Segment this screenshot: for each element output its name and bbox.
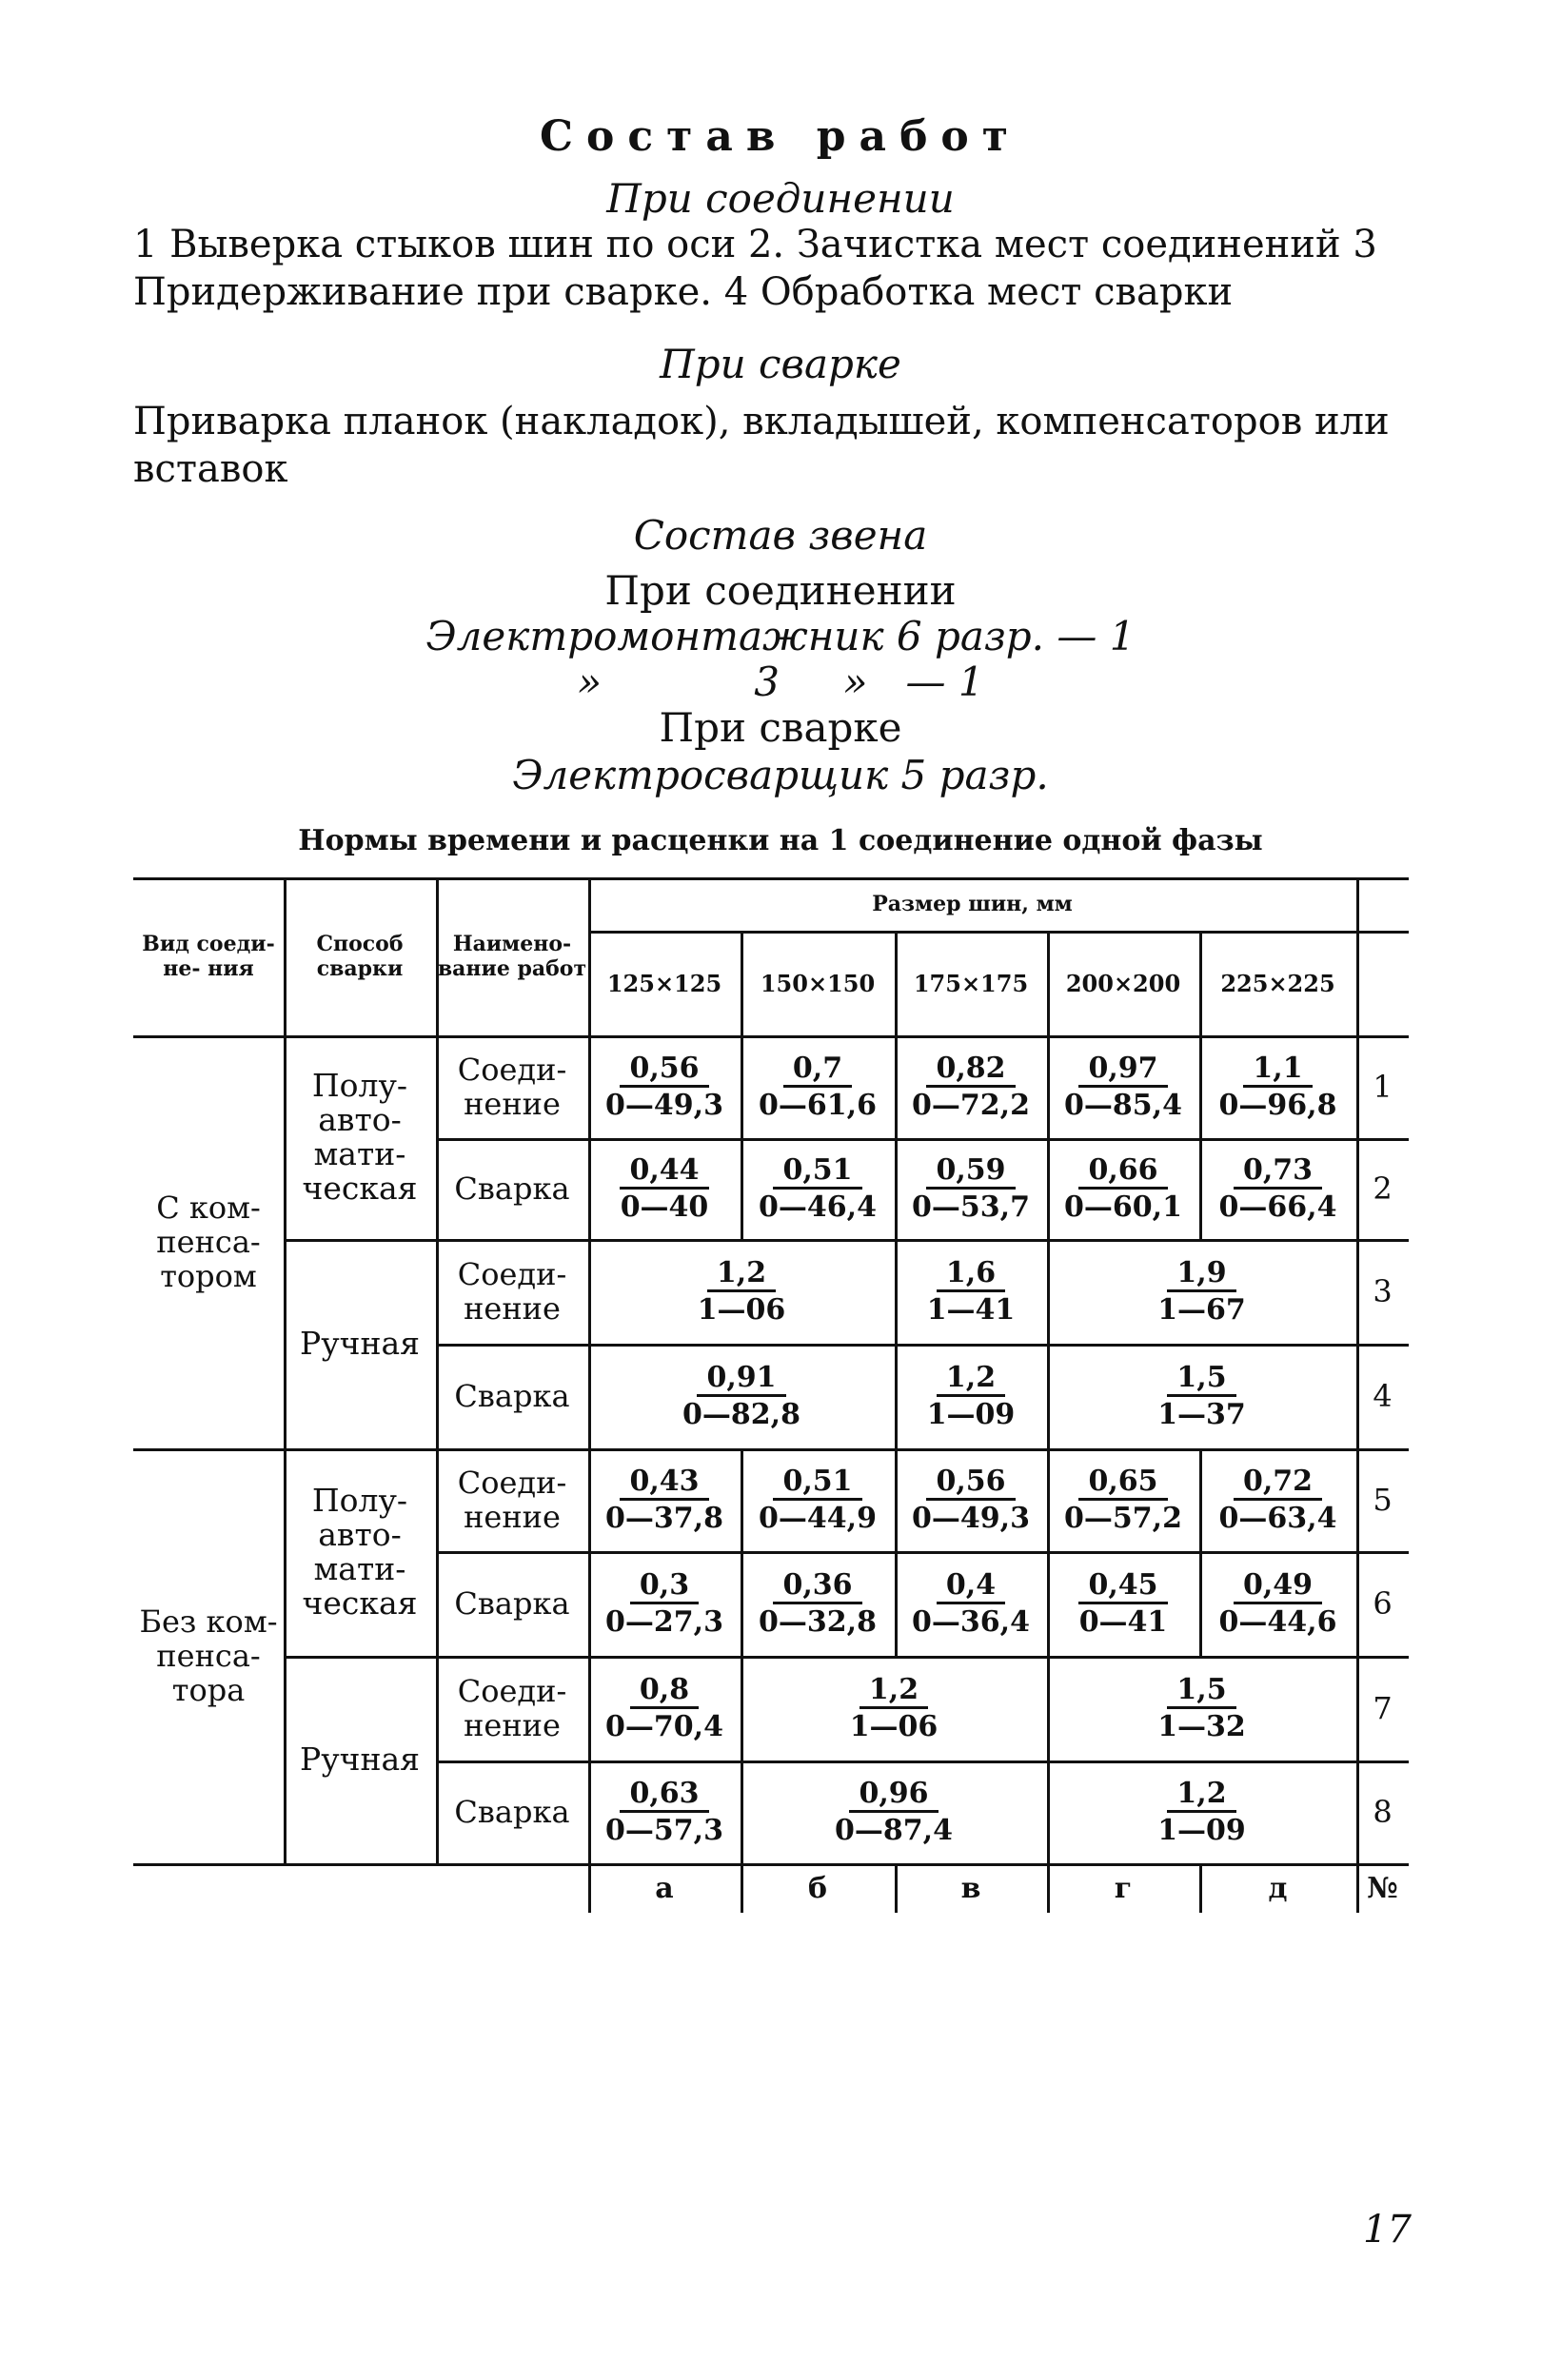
footer-column-label	[741, 1863, 895, 1913]
value-cell	[741, 1551, 895, 1656]
value-cell	[1199, 1448, 1356, 1551]
price-rate: 0—82,8	[682, 1397, 800, 1431]
row-number-text: 6	[1373, 1585, 1393, 1622]
work-name-cell-text: Сварка	[454, 1794, 570, 1830]
row-number-text: 1	[1373, 1069, 1393, 1105]
weld-method-cell	[284, 1035, 436, 1239]
crew-conn-label: При соединении	[604, 567, 957, 614]
welding-work-text: Приварка планок (накладок), вкладышей, компенсаторов или вставок	[133, 400, 1390, 491]
time-norm: 1,2	[707, 1257, 776, 1292]
header-bus-size-text: Размер шин, мм	[872, 892, 1073, 916]
value-cell	[895, 1448, 1047, 1551]
time-norm: 0,49	[1234, 1569, 1322, 1604]
price-rate: 0—57,2	[1064, 1501, 1182, 1535]
value-cell	[741, 1448, 895, 1551]
price-rate: 0—32,8	[759, 1604, 877, 1639]
footer-column-label-text: а	[655, 1871, 674, 1905]
time-norm: 0,66	[1078, 1154, 1167, 1190]
group-without-compensator	[133, 1448, 284, 1863]
price-rate: 0—85,4	[1064, 1088, 1182, 1122]
price-rate: 0—46,4	[759, 1190, 877, 1224]
price-rate: 0—41	[1078, 1604, 1168, 1639]
row-number	[1356, 1656, 1409, 1760]
fraction	[755, 1465, 880, 1535]
work-name-cell	[436, 1551, 588, 1656]
fraction	[846, 1674, 942, 1743]
fraction	[602, 1674, 727, 1743]
value-cell	[895, 1344, 1047, 1448]
time-norm: 0,36	[773, 1569, 861, 1604]
fraction	[694, 1257, 790, 1327]
row-number-text: 3	[1373, 1273, 1393, 1309]
row-number	[1356, 1344, 1409, 1448]
footer-column-label	[895, 1863, 1047, 1913]
connection-subtitle: При соединении	[606, 175, 955, 222]
value-cell	[1047, 1760, 1356, 1863]
row-number-text: 7	[1373, 1690, 1393, 1726]
time-norm: 0,56	[620, 1052, 708, 1088]
fraction	[755, 1154, 880, 1224]
time-norm: 0,3	[630, 1569, 699, 1604]
group-without-compensator-text: Без ком- пенса- тора	[139, 1603, 278, 1708]
value-cell	[895, 1138, 1047, 1239]
work-name-cell	[436, 1239, 588, 1344]
row-number	[1356, 1551, 1409, 1656]
crew-electrician-3: » 3 » — 1	[577, 659, 984, 705]
header-work-name-text: Наимено- вание работ	[437, 932, 587, 981]
fraction	[1076, 1569, 1172, 1639]
work-name-cell-text: Соеди- нение	[457, 1052, 567, 1122]
size-column-header-text: 175×175	[913, 969, 1029, 997]
value-cell	[588, 1138, 741, 1239]
value-cell	[588, 1760, 741, 1863]
size-column-header	[588, 931, 741, 1035]
size-column-header	[1199, 931, 1356, 1035]
fraction	[617, 1154, 713, 1224]
fraction	[602, 1465, 727, 1535]
price-rate: 0—53,7	[912, 1190, 1030, 1224]
price-rate: 1—09	[1157, 1813, 1246, 1847]
value-cell	[1047, 1239, 1356, 1344]
price-rate: 0—44,9	[759, 1501, 877, 1535]
section-heading: Состав работ	[539, 112, 1022, 161]
table-title: Нормы времени и расценки на 1 соединение одной фазы	[298, 824, 1263, 857]
header-work-name	[436, 877, 588, 1035]
value-cell	[588, 1448, 741, 1551]
time-norm: 0,59	[926, 1154, 1015, 1190]
welding-subtitle: При сварке	[660, 341, 901, 387]
weld-method-cell-text: Ручная	[300, 1741, 420, 1778]
time-norm: 0,82	[926, 1052, 1015, 1088]
time-norm: 1,5	[1167, 1362, 1235, 1397]
value-cell	[741, 1138, 895, 1239]
fraction	[1215, 1154, 1341, 1224]
time-norm: 0,8	[630, 1674, 699, 1709]
fraction	[908, 1154, 1034, 1224]
footer-column-label	[1356, 1863, 1409, 1913]
footer-column-label-text: д	[1268, 1871, 1288, 1905]
price-rate: 1—06	[849, 1709, 939, 1743]
fraction	[1060, 1154, 1186, 1224]
header-weld-method	[284, 877, 436, 1035]
price-rate: 0—36,4	[912, 1604, 1030, 1639]
price-rate: 0—37,8	[605, 1501, 723, 1535]
value-cell	[1047, 1344, 1356, 1448]
value-cell	[741, 1760, 1047, 1863]
size-column-header	[741, 931, 895, 1035]
page-number: 17	[1363, 2208, 1412, 2252]
size-column-header-text: 125×125	[606, 969, 722, 997]
footer-column-label-text: в	[960, 1871, 981, 1905]
value-cell	[895, 1551, 1047, 1656]
weld-method-cell-text: Полу- авто- мати- ческая	[302, 1482, 418, 1622]
time-norm: 0,91	[697, 1362, 785, 1397]
row-number	[1356, 1035, 1409, 1138]
row-number	[1356, 1239, 1409, 1344]
value-cell	[588, 1344, 895, 1448]
value-cell	[1199, 1551, 1356, 1656]
work-name-cell-text: Соеди- нение	[457, 1256, 567, 1327]
time-norm: 1,1	[1243, 1052, 1312, 1088]
row-number	[1356, 1448, 1409, 1551]
time-norm: 0,45	[1078, 1569, 1167, 1604]
fraction	[1060, 1052, 1186, 1122]
footer-column-label	[1047, 1863, 1199, 1913]
price-rate: 0—40	[620, 1190, 709, 1224]
fraction	[1215, 1052, 1341, 1122]
fraction	[923, 1257, 1019, 1327]
size-column-header	[895, 931, 1047, 1035]
price-rate: 0—61,6	[759, 1088, 877, 1122]
price-rate: 0—70,4	[605, 1709, 723, 1743]
row-number	[1356, 1760, 1409, 1863]
crew-subtitle: Состав звена	[633, 512, 928, 559]
weld-method-cell-text: Полу- авто- мати- ческая	[302, 1067, 418, 1207]
value-cell	[1047, 1138, 1199, 1239]
time-norm: 1,5	[1167, 1674, 1235, 1709]
work-name-cell	[436, 1344, 588, 1448]
time-norm: 1,2	[1167, 1778, 1235, 1813]
fraction	[679, 1362, 804, 1431]
value-cell	[588, 1035, 741, 1138]
time-norm: 1,9	[1167, 1257, 1235, 1292]
value-cell	[1047, 1551, 1199, 1656]
time-norm: 0,73	[1234, 1154, 1322, 1190]
fraction	[908, 1465, 1034, 1535]
price-rate: 0—66,4	[1218, 1190, 1337, 1224]
value-cell	[588, 1239, 895, 1344]
price-rate: 1—09	[926, 1397, 1016, 1431]
row-number-text: 8	[1373, 1794, 1393, 1830]
size-column-header-text: 225×225	[1220, 969, 1335, 997]
work-name-cell	[436, 1448, 588, 1551]
time-norm: 0,97	[1078, 1052, 1167, 1088]
price-rate: 1—67	[1157, 1292, 1246, 1327]
weld-method-cell	[284, 1656, 436, 1863]
fraction	[602, 1052, 727, 1122]
work-name-cell-text: Соеди- нение	[457, 1465, 567, 1535]
price-rate: 1—41	[926, 1292, 1016, 1327]
crew-weld-label: При сварке	[659, 704, 902, 751]
value-cell	[741, 1035, 895, 1138]
work-name-cell-text: Сварка	[454, 1585, 570, 1622]
time-norm: 0,4	[937, 1569, 1005, 1604]
weld-method-cell-text: Ручная	[300, 1325, 420, 1362]
fraction	[602, 1569, 727, 1639]
fraction	[1215, 1465, 1341, 1535]
time-norm: 0,96	[849, 1778, 938, 1813]
time-norm: 0,56	[926, 1465, 1015, 1501]
row-number-text: 4	[1373, 1378, 1393, 1414]
price-rate: 1—32	[1157, 1709, 1246, 1743]
price-rate: 1—37	[1157, 1397, 1246, 1431]
value-cell	[588, 1551, 741, 1656]
crew-electrician-6: Электромонтажник 6 разр. — 1	[425, 613, 1136, 659]
time-norm: 0,44	[620, 1154, 708, 1190]
footer-column-label	[588, 1863, 741, 1913]
time-norm: 1,6	[937, 1257, 1005, 1292]
fraction	[1154, 1362, 1250, 1431]
fraction	[908, 1052, 1034, 1122]
size-column-header	[1047, 931, 1199, 1035]
fraction	[1154, 1778, 1250, 1847]
fraction	[1154, 1674, 1250, 1743]
value-cell	[1047, 1656, 1356, 1760]
price-rate: 0—57,3	[605, 1813, 723, 1847]
time-norm: 0,43	[620, 1465, 708, 1501]
header-bus-size	[588, 877, 1356, 931]
row-number-text: 5	[1373, 1482, 1393, 1518]
price-rate: 0—87,4	[835, 1813, 953, 1847]
time-norm: 1,2	[860, 1674, 928, 1709]
crew-welder-5: Электросварщик 5 разр.	[512, 752, 1049, 798]
fraction	[923, 1362, 1019, 1431]
price-rate: 0—60,1	[1064, 1190, 1182, 1224]
work-name-cell-text: Сварка	[454, 1378, 570, 1414]
group-with-compensator	[133, 1035, 284, 1448]
connection-work-text: 1 Выверка стыков шин по оси 2. Зачистка мест соединений 3 Придерживание при сварке. 4 Обработка мест сварки	[133, 223, 1377, 314]
header-connection-type	[133, 877, 284, 1035]
time-norm: 0,51	[773, 1465, 861, 1501]
price-rate: 0—44,6	[1218, 1604, 1337, 1639]
work-name-cell	[436, 1138, 588, 1239]
fraction	[831, 1778, 957, 1847]
fraction	[1060, 1465, 1186, 1535]
value-cell	[1199, 1138, 1356, 1239]
size-column-header-text: 200×200	[1065, 969, 1181, 997]
weld-method-cell	[284, 1239, 436, 1448]
time-norm: 0,65	[1078, 1465, 1167, 1501]
price-rate: 0—49,3	[605, 1088, 723, 1122]
fraction	[1154, 1257, 1250, 1327]
value-cell	[1047, 1448, 1199, 1551]
value-cell	[1199, 1035, 1356, 1138]
row-number	[1356, 1138, 1409, 1239]
time-norm: 0,7	[783, 1052, 852, 1088]
fraction	[1215, 1569, 1341, 1639]
value-cell	[741, 1656, 1047, 1760]
header-connection-type-text: Вид соеди- не- ния	[142, 932, 275, 981]
value-cell	[895, 1035, 1047, 1138]
price-rate: 0—96,8	[1218, 1088, 1337, 1122]
time-norm: 0,72	[1234, 1465, 1322, 1501]
fraction	[755, 1052, 880, 1122]
fraction	[908, 1569, 1034, 1639]
footer-column-label-text: №	[1367, 1871, 1398, 1905]
price-rate: 0—27,3	[605, 1604, 723, 1639]
work-name-cell-text: Сварка	[454, 1170, 570, 1207]
value-cell	[895, 1239, 1047, 1344]
size-column-header-text: 150×150	[760, 969, 876, 997]
value-cell	[1047, 1035, 1199, 1138]
value-cell	[588, 1656, 741, 1760]
fraction	[602, 1778, 727, 1847]
time-norm: 1,2	[937, 1362, 1005, 1397]
fraction	[755, 1569, 880, 1639]
price-rate: 0—49,3	[912, 1501, 1030, 1535]
price-rate: 0—72,2	[912, 1088, 1030, 1122]
footer-column-label-text: г	[1114, 1871, 1133, 1905]
row-number-text: 2	[1373, 1170, 1393, 1207]
footer-column-label	[1199, 1863, 1356, 1913]
header-weld-method-text: Способ сварки	[316, 932, 404, 981]
footer-column-label-text: б	[807, 1871, 827, 1905]
work-name-cell	[436, 1760, 588, 1863]
time-norm: 0,63	[620, 1778, 708, 1813]
group-with-compensator-text: С ком- пенса- тором	[156, 1190, 261, 1294]
work-name-cell-text: Соеди- нение	[457, 1673, 567, 1743]
price-rate: 1—06	[697, 1292, 786, 1327]
work-name-cell	[436, 1035, 588, 1138]
weld-method-cell	[284, 1448, 436, 1656]
price-rate: 0—63,4	[1218, 1501, 1337, 1535]
time-norm: 0,51	[773, 1154, 861, 1190]
work-name-cell	[436, 1656, 588, 1760]
